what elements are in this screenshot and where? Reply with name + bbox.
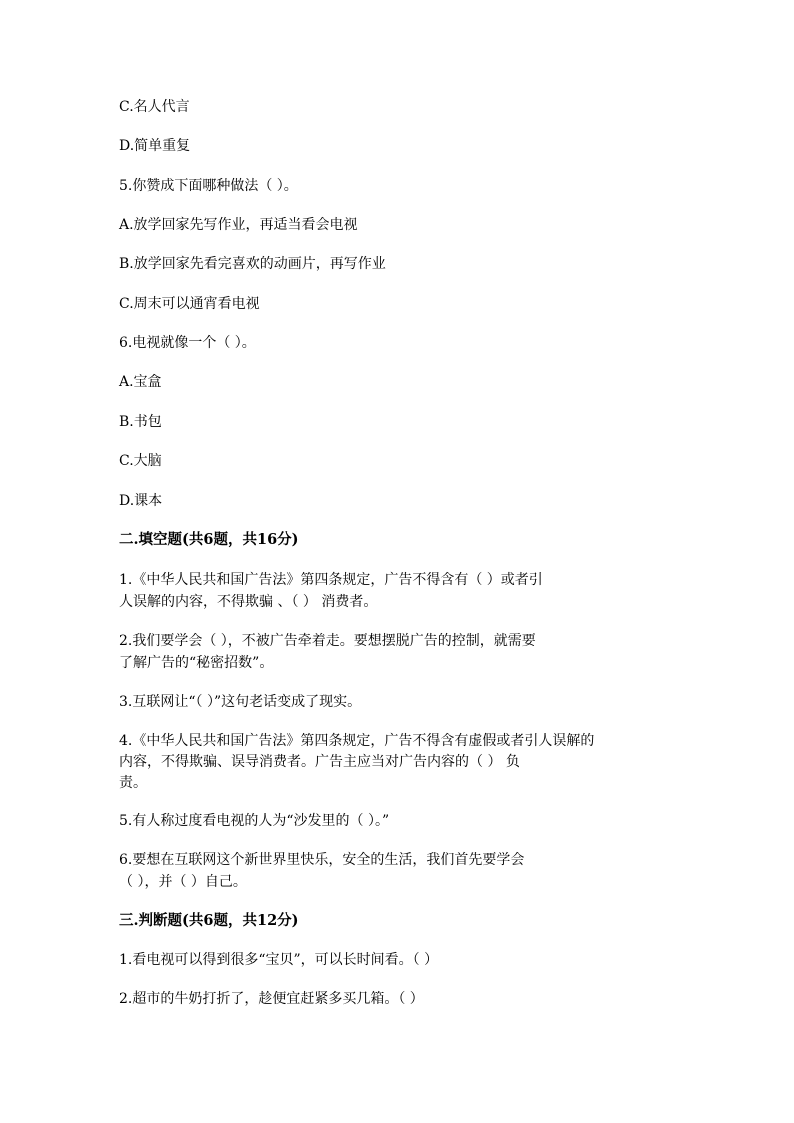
judge-q1: 1.看电视可以得到很多“宝贝”，可以长时间看。（ ） bbox=[119, 952, 439, 968]
option-d-repetition: D.简单重复 bbox=[119, 138, 191, 154]
q6-option-c: C.大脑 bbox=[119, 453, 162, 469]
fill-q3: 3.互联网让“（ ）”这句老话变成了现实。 bbox=[119, 694, 362, 710]
section-fill-blank-heading: 二.填空题(共6题，共16分) bbox=[119, 531, 299, 548]
option-c-celebrity: C.名人代言 bbox=[119, 99, 190, 115]
fill-q2-line2: 了解广告的“秘密招数”。 bbox=[119, 655, 274, 671]
q5-option-b: B.放学回家先看完喜欢的动画片，再写作业 bbox=[119, 256, 386, 272]
question-5: 5.你赞成下面哪种做法（ ）。 bbox=[119, 178, 298, 194]
fill-q4-line1: 4.《中华人民共和国广告法》第四条规定，广告不得含有虚假或者引人误解的 bbox=[119, 733, 595, 749]
fill-q1-line1: 1.《中华人民共和国广告法》第四条规定，广告不得含有（ ）或者引 bbox=[119, 572, 543, 588]
fill-q5: 5.有人称过度看电视的人为“沙发里的（ ）。” bbox=[119, 813, 390, 829]
fill-q1-line2: 人误解的内容，不得欺骗 、（ ） 消费者。 bbox=[119, 594, 378, 610]
fill-q4-line3: 责。 bbox=[119, 775, 147, 791]
q5-option-a: A.放学回家先写作业，再适当看会电视 bbox=[119, 217, 358, 233]
fill-q4-line2: 内容，不得欺骗、误导消费者。广告主应当对广告内容的（ ） 负 bbox=[119, 754, 520, 770]
section-true-false-heading: 三.判断题(共6题，共12分) bbox=[119, 912, 299, 929]
question-6: 6.电视就像一个（ ）。 bbox=[119, 335, 256, 351]
q5-option-c: C.周末可以通宵看电视 bbox=[119, 296, 260, 312]
fill-q6-line2: （ ），并（ ）自己。 bbox=[119, 874, 247, 890]
judge-q2: 2.超市的牛奶打折了，趁便宜赶紧多买几箱。（ ） bbox=[119, 991, 424, 1007]
q6-option-b: B.书包 bbox=[119, 414, 162, 430]
fill-q2-line1: 2.我们要学会（ ），不被广告牵着走。要想摆脱广告的控制，就需要 bbox=[119, 633, 536, 649]
q6-option-d: D.课本 bbox=[119, 493, 163, 509]
q6-option-a: A.宝盒 bbox=[119, 374, 162, 390]
fill-q6-line1: 6.要想在互联网这个新世界里快乐，安全的生活，我们首先要学会 bbox=[119, 852, 525, 868]
